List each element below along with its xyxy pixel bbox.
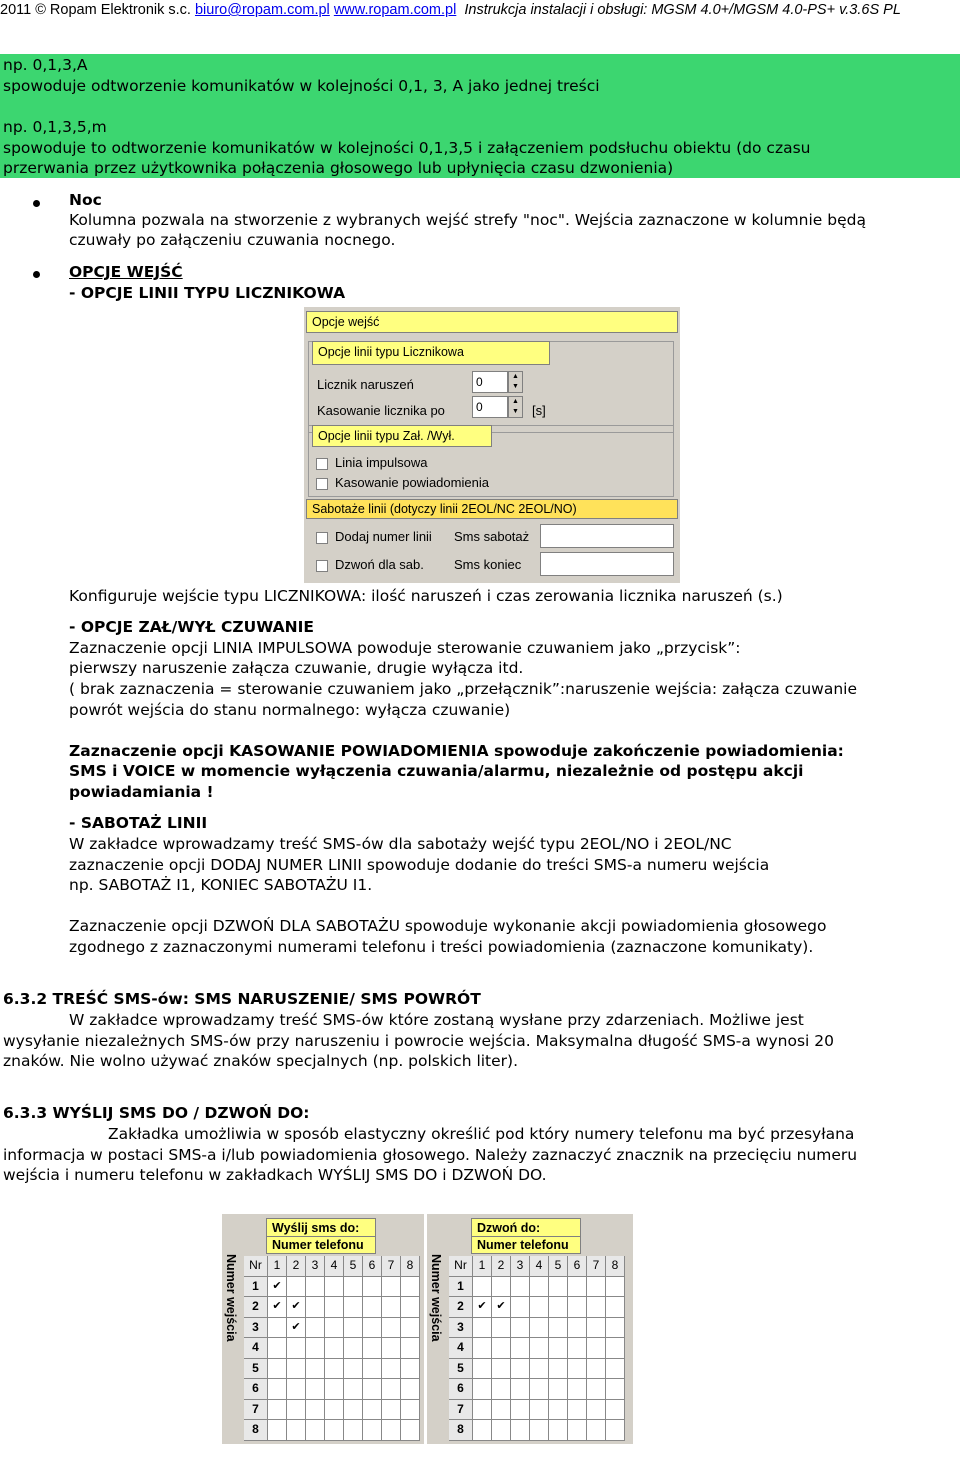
bullet-dot xyxy=(33,271,40,278)
example-1-desc: spowoduje odtworzenie komunikatów w kolejności 0,1, 3, A jako jednej treści xyxy=(3,77,600,95)
grid-checkbox[interactable] xyxy=(401,1277,420,1298)
noc-line-2: czuwały po załączeniu czuwania nocnego. xyxy=(69,231,396,249)
grid-checkbox[interactable] xyxy=(363,1379,382,1400)
dodaj-checkbox[interactable] xyxy=(316,532,328,544)
grid-checkbox[interactable] xyxy=(382,1379,401,1400)
grid-checkbox[interactable] xyxy=(306,1379,325,1400)
grid-col-header: 7 xyxy=(382,1256,401,1277)
sabotaz-line-3: np. SABOTAŻ I1, KONIEC SABOTAŻU I1. xyxy=(69,876,373,894)
grid-col-header: 7 xyxy=(587,1256,606,1277)
grid-checkbox[interactable] xyxy=(306,1318,325,1339)
grid-checkbox[interactable] xyxy=(287,1379,306,1400)
dodaj-label: Dodaj numer linii xyxy=(335,529,432,544)
kasowanie-unit: [s] xyxy=(532,403,546,418)
grid-checkbox[interactable] xyxy=(268,1400,287,1421)
grid-checkbox[interactable] xyxy=(344,1400,363,1421)
copyright: 2011 © Ropam Elektronik s.c. xyxy=(0,2,191,18)
call-grid-vertical-label: Numer wejścia xyxy=(429,1254,443,1342)
grid-checkbox[interactable] xyxy=(492,1359,511,1380)
grid-checkbox[interactable] xyxy=(568,1297,587,1318)
konfig-text: Konfiguruje wejście typu LICZNIKOWA: ilość naruszeń i czas zerowania licznika naruszeń (s.) xyxy=(69,587,783,605)
grid-col-header: 8 xyxy=(401,1256,420,1277)
grid-checkbox[interactable] xyxy=(511,1400,530,1421)
grid-row-header: 2 xyxy=(244,1297,268,1318)
impulsowa-label: Linia impulsowa xyxy=(335,455,428,470)
grid-checkbox[interactable] xyxy=(587,1379,606,1400)
grid-checkbox[interactable] xyxy=(287,1338,306,1359)
grid-checkbox[interactable] xyxy=(344,1297,363,1318)
grid-checkbox[interactable] xyxy=(382,1359,401,1380)
grid-checkbox[interactable] xyxy=(268,1379,287,1400)
dzwon-checkbox[interactable] xyxy=(316,560,328,572)
section-633-title: 6.3.3 WYŚLIJ SMS DO / DZWOŃ DO: xyxy=(3,1104,310,1122)
grid-checkbox[interactable] xyxy=(511,1297,530,1318)
section-633-line-2: informacja w postaci SMS-a i/lub powiadomienia głosowego. Należy zaznaczyć znacznik na przecięciu numeru xyxy=(3,1146,858,1164)
grid-checkbox[interactable] xyxy=(306,1359,325,1380)
grid-checkbox[interactable] xyxy=(325,1379,344,1400)
grid-checkbox[interactable] xyxy=(549,1359,568,1380)
kasowanie-input[interactable]: 0 xyxy=(472,396,508,418)
grid-checkbox[interactable]: ✔ xyxy=(492,1297,511,1318)
example-2-desc-2: przerwania przez użytkownika połączenia głosowego lub upłynięcia czasu dzwonienia) xyxy=(3,159,674,177)
noc-line-1: Kolumna pozwala na stworzenie z wybranych wejść strefy "noc". Wejścia zaznaczone w kolumnie będą xyxy=(69,211,866,229)
grid-checkbox[interactable] xyxy=(473,1400,492,1421)
section-632-line-1: W zakładce wprowadzamy treść SMS-ów które zostaną wysłane przy zdarzeniach. Możliwe jest xyxy=(69,1011,804,1029)
grid-checkbox[interactable] xyxy=(325,1338,344,1359)
grid-checkbox[interactable] xyxy=(587,1359,606,1380)
grid-col-header: 2 xyxy=(287,1256,306,1277)
grid-checkbox[interactable] xyxy=(325,1420,344,1441)
grid-checkbox[interactable] xyxy=(382,1297,401,1318)
group-sabotaz: Sabotaże linii (dotyczy linii 2EOL/NC 2EOL/NO) xyxy=(306,499,678,519)
grid-checkbox[interactable] xyxy=(382,1277,401,1298)
grid-checkbox[interactable] xyxy=(363,1318,382,1339)
grid-checkbox[interactable]: ✔ xyxy=(268,1277,287,1298)
grid-row-header: 3 xyxy=(244,1318,268,1339)
grid-checkbox[interactable] xyxy=(287,1277,306,1298)
grid-checkbox[interactable] xyxy=(587,1297,606,1318)
kasowanie-label: Kasowanie licznika po xyxy=(317,403,445,418)
grid-checkbox[interactable] xyxy=(530,1297,549,1318)
kasowanie-line-2: SMS i VOICE w momencie wyłączenia czuwania/alarmu, niezależnie od postępu akcji xyxy=(69,762,804,780)
grid-checkbox[interactable] xyxy=(401,1338,420,1359)
grid-checkbox[interactable] xyxy=(401,1297,420,1318)
group-zalwyl: Opcje linii typu Zał. /Wył. xyxy=(312,425,492,447)
sms-grid-title: Wyślij sms do: xyxy=(266,1218,376,1238)
grid-checkbox[interactable] xyxy=(344,1379,363,1400)
section-633-line-3: wejścia i numeru telefonu w zakładkach WYŚLIJ SMS DO i DZWOŃ DO. xyxy=(3,1166,547,1184)
grid-col-header: 1 xyxy=(473,1256,492,1277)
grid-checkbox[interactable] xyxy=(606,1297,625,1318)
grid-col-header: 5 xyxy=(344,1256,363,1277)
grid-checkbox[interactable] xyxy=(401,1379,420,1400)
grid-checkbox[interactable] xyxy=(606,1379,625,1400)
grid-col-header: 8 xyxy=(606,1256,625,1277)
grid-header-nr: Nr xyxy=(244,1256,268,1277)
grid-checkbox[interactable]: ✔ xyxy=(473,1297,492,1318)
grid-col-header: 1 xyxy=(268,1256,287,1277)
zalwyl-line-2: pierwszy naruszenie załącza czuwanie, drugie wyłącza itd. xyxy=(69,659,524,677)
grid-col-header: 2 xyxy=(492,1256,511,1277)
grid-checkbox[interactable] xyxy=(473,1318,492,1339)
grid-checkbox[interactable] xyxy=(549,1318,568,1339)
grid-checkbox[interactable] xyxy=(344,1318,363,1339)
licznik-stepper[interactable]: ▲ ▼ xyxy=(508,371,523,393)
grid-checkbox[interactable] xyxy=(363,1297,382,1318)
grid-checkbox[interactable] xyxy=(606,1359,625,1380)
grid-checkbox[interactable] xyxy=(325,1359,344,1380)
call-grid-panel xyxy=(427,1214,633,1444)
grid-checkbox[interactable] xyxy=(530,1420,549,1441)
grid-col-header: 5 xyxy=(549,1256,568,1277)
sms-sabotaz-input[interactable] xyxy=(540,524,674,548)
grid-checkbox[interactable] xyxy=(473,1359,492,1380)
zalwyl-line-1: Zaznaczenie opcji LINIA IMPULSOWA powoduje sterowanie czuwaniem jako „przycisk”: xyxy=(69,639,741,657)
grid-checkbox[interactable] xyxy=(549,1277,568,1298)
grid-checkbox[interactable] xyxy=(587,1420,606,1441)
grid-checkbox[interactable] xyxy=(568,1277,587,1298)
grid-row-header: 8 xyxy=(449,1420,473,1441)
grid-checkbox[interactable] xyxy=(606,1420,625,1441)
grid-checkbox[interactable] xyxy=(511,1420,530,1441)
grid-checkbox[interactable] xyxy=(363,1420,382,1441)
grid-checkbox[interactable] xyxy=(325,1297,344,1318)
sms-koniec-label: Sms koniec xyxy=(454,557,522,572)
grid-checkbox[interactable] xyxy=(492,1277,511,1298)
website-link[interactable]: www.ropam.com.pl xyxy=(333,2,457,18)
kasowanie-stepper[interactable]: ▲ ▼ xyxy=(508,396,523,418)
grid-checkbox[interactable] xyxy=(306,1400,325,1421)
grid-checkbox[interactable] xyxy=(325,1318,344,1339)
grid-checkbox[interactable] xyxy=(287,1359,306,1380)
grid-checkbox[interactable] xyxy=(401,1318,420,1339)
grid-checkbox[interactable]: ✔ xyxy=(287,1318,306,1339)
grid-col-header: 4 xyxy=(325,1256,344,1277)
grid-row-header: 5 xyxy=(449,1359,473,1380)
grid-checkbox[interactable] xyxy=(287,1420,306,1441)
grid-row-header: 4 xyxy=(244,1338,268,1359)
grid-checkbox[interactable] xyxy=(492,1420,511,1441)
grid-checkbox[interactable] xyxy=(382,1400,401,1421)
grid-row-header: 6 xyxy=(449,1379,473,1400)
grid-checkbox[interactable] xyxy=(306,1338,325,1359)
example-2-code: np. 0,1,3,5,m xyxy=(3,118,107,136)
grid-checkbox[interactable] xyxy=(511,1338,530,1359)
grid-col-header: 4 xyxy=(530,1256,549,1277)
zalwyl-line-3: ( brak zaznaczenia = sterowanie czuwaniem jako „przełącznik”:naruszenie wejścia: załącza czuwanie xyxy=(69,680,858,698)
grid-checkbox[interactable] xyxy=(530,1359,549,1380)
grid-checkbox[interactable] xyxy=(568,1379,587,1400)
grid-checkbox[interactable] xyxy=(344,1359,363,1380)
grid-header-nr: Nr xyxy=(449,1256,473,1277)
grid-checkbox[interactable] xyxy=(549,1297,568,1318)
grid-checkbox[interactable] xyxy=(606,1338,625,1359)
grid-checkbox[interactable] xyxy=(325,1277,344,1298)
grid-checkbox[interactable]: ✔ xyxy=(268,1297,287,1318)
grid-checkbox[interactable] xyxy=(587,1400,606,1421)
grid-row-header: 6 xyxy=(244,1379,268,1400)
licznik-label: Licznik naruszeń xyxy=(317,377,414,392)
grid-checkbox[interactable] xyxy=(306,1420,325,1441)
call-grid-subtitle: Numer telefonu xyxy=(471,1236,581,1254)
sms-koniec-input[interactable] xyxy=(540,552,674,576)
grid-row-header: 4 xyxy=(449,1338,473,1359)
grid-checkbox[interactable] xyxy=(344,1338,363,1359)
sms-grid-vertical-label: Numer wejścia xyxy=(224,1254,238,1342)
grid-checkbox[interactable] xyxy=(492,1379,511,1400)
grid-checkbox[interactable] xyxy=(549,1379,568,1400)
grid-checkbox[interactable] xyxy=(606,1318,625,1339)
grid-checkbox[interactable] xyxy=(401,1420,420,1441)
licznik-input[interactable]: 0 xyxy=(472,371,508,393)
page-header xyxy=(0,0,960,21)
grid-checkbox[interactable] xyxy=(530,1379,549,1400)
grid-checkbox[interactable] xyxy=(511,1379,530,1400)
grid-checkbox[interactable] xyxy=(344,1277,363,1298)
grid-checkbox[interactable] xyxy=(382,1338,401,1359)
grid-row-header: 1 xyxy=(449,1277,473,1298)
grid-checkbox[interactable] xyxy=(306,1277,325,1298)
grid-checkbox[interactable] xyxy=(363,1277,382,1298)
grid-checkbox[interactable] xyxy=(268,1338,287,1359)
grid-row-header: 2 xyxy=(449,1297,473,1318)
zalwyl-line-4: powrót wejścia do stanu normalnego: wyłącza czuwanie) xyxy=(69,701,511,719)
impulsowa-checkbox[interactable] xyxy=(316,458,328,470)
input-options-panel xyxy=(304,307,680,583)
grid-checkbox[interactable] xyxy=(363,1400,382,1421)
grid-checkbox[interactable] xyxy=(492,1400,511,1421)
grid-row-header: 3 xyxy=(449,1318,473,1339)
grid-row-header: 7 xyxy=(449,1400,473,1421)
section-633-line-1: Zakładka umożliwia w sposób elastyczny określić pod który numery telefonu ma być przesyłana xyxy=(108,1125,855,1143)
section-632-line-2: wysyłanie niezależnych SMS-ów przy naruszeniu i powrocie wejścia. Maksymalna długość SMS-a wynosi 20 xyxy=(3,1032,834,1050)
example-1-code: np. 0,1,3,A xyxy=(3,56,88,74)
sms-grid-subtitle: Numer telefonu xyxy=(266,1236,376,1254)
grid-checkbox[interactable] xyxy=(549,1420,568,1441)
example-2-desc-1: spowoduje to odtworzenie komunikatów w kolejności 0,1,3,5 i załączeniem podsłuchu obiektu (do czasu xyxy=(3,139,811,157)
doc-title: Instrukcja instalacji i obsługi: MGSM 4.0+/MGSM 4.0-PS+ v.3.6S PL xyxy=(464,2,901,18)
sms-grid-panel xyxy=(222,1214,424,1444)
kasowanie-pow-label: Kasowanie powiadomienia xyxy=(335,475,489,490)
dzwon-line-1: Zaznaczenie opcji DZWOŃ DLA SABOTAŻU spowoduje wykonanie akcji powiadomienia głosowego xyxy=(69,917,827,935)
grid-row-header: 7 xyxy=(244,1400,268,1421)
grid-checkbox[interactable] xyxy=(587,1318,606,1339)
grid-checkbox[interactable] xyxy=(268,1359,287,1380)
grid-checkbox[interactable] xyxy=(606,1400,625,1421)
grid-checkbox[interactable] xyxy=(401,1400,420,1421)
grid-checkbox[interactable] xyxy=(606,1277,625,1298)
dzwon-label: Dzwoń dla sab. xyxy=(335,557,424,572)
grid-checkbox[interactable]: ✔ xyxy=(287,1297,306,1318)
opcje-subtitle: - OPCJE LINII TYPU LICZNIKOWA xyxy=(69,284,346,302)
section-632-title: 6.3.2 TREŚĆ SMS-ów: SMS NARUSZENIE/ SMS POWRÓT xyxy=(3,990,481,1008)
grid-row-header: 1 xyxy=(244,1277,268,1298)
grid-checkbox[interactable] xyxy=(530,1400,549,1421)
kasowanie-pow-checkbox[interactable] xyxy=(316,478,328,490)
grid-checkbox[interactable] xyxy=(587,1277,606,1298)
grid-checkbox[interactable] xyxy=(287,1400,306,1421)
grid-col-header: 3 xyxy=(511,1256,530,1277)
bullet-dot xyxy=(33,200,40,207)
grid-col-header: 3 xyxy=(306,1256,325,1277)
grid-checkbox[interactable] xyxy=(530,1318,549,1339)
grid-checkbox[interactable] xyxy=(473,1338,492,1359)
section-632-line-3: znaków. Nie wolno używać znaków specjalnych (np. polskich liter). xyxy=(3,1052,519,1070)
opcje-title: OPCJE WEJŚĆ xyxy=(69,263,183,281)
noc-title: Noc xyxy=(69,191,102,209)
group-licznikowa: Opcje linii typu Licznikowa xyxy=(312,341,550,365)
grid-checkbox[interactable] xyxy=(473,1379,492,1400)
grid-col-header: 6 xyxy=(568,1256,587,1277)
dzwon-line-2: zgodnego z zaznaczonymi numerami telefonu i treści powiadomienia (zaznaczone komunikaty). xyxy=(69,938,814,956)
grid-checkbox[interactable] xyxy=(492,1318,511,1339)
grid-checkbox[interactable] xyxy=(363,1338,382,1359)
grid-checkbox[interactable] xyxy=(568,1318,587,1339)
grid-checkbox[interactable] xyxy=(587,1338,606,1359)
zalwyl-title: - OPCJE ZAŁ/WYŁ CZUWANIE xyxy=(69,618,314,636)
grid-checkbox[interactable] xyxy=(568,1338,587,1359)
sms-sabotaz-label: Sms sabotaż xyxy=(454,529,530,544)
grid-checkbox[interactable] xyxy=(549,1400,568,1421)
kasowanie-line-1: Zaznaczenie opcji KASOWANIE POWIADOMIENIA spowoduje zakończenie powiadomienia: xyxy=(69,742,844,760)
grid-checkbox[interactable] xyxy=(268,1318,287,1339)
grid-checkbox[interactable] xyxy=(344,1420,363,1441)
grid-checkbox[interactable] xyxy=(401,1359,420,1380)
grid-checkbox[interactable] xyxy=(268,1420,287,1441)
sabotaz-line-1: W zakładce wprowadzamy treść SMS-ów dla sabotaży wejść typu 2EOL/NO i 2EOL/NC xyxy=(69,835,732,853)
grid-checkbox[interactable] xyxy=(568,1359,587,1380)
grid-row-header: 8 xyxy=(244,1420,268,1441)
grid-checkbox[interactable] xyxy=(530,1338,549,1359)
grid-checkbox[interactable] xyxy=(568,1420,587,1441)
grid-checkbox[interactable] xyxy=(511,1277,530,1298)
grid-row-header: 5 xyxy=(244,1359,268,1380)
sabotaz-title: - SABOTAŻ LINII xyxy=(69,814,208,832)
grid-checkbox[interactable] xyxy=(363,1359,382,1380)
grid-checkbox[interactable] xyxy=(473,1420,492,1441)
grid-checkbox[interactable] xyxy=(530,1277,549,1298)
grid-checkbox[interactable] xyxy=(325,1400,344,1421)
grid-checkbox[interactable] xyxy=(306,1297,325,1318)
call-grid-title: Dzwoń do: xyxy=(471,1218,581,1238)
grid-col-header: 6 xyxy=(363,1256,382,1277)
sabotaz-line-2: zaznaczenie opcji DODAJ NUMER LINII spowoduje dodanie do treści SMS-a numeru wejścia xyxy=(69,856,770,874)
grid-checkbox[interactable] xyxy=(511,1318,530,1339)
grid-checkbox[interactable] xyxy=(511,1359,530,1380)
grid-checkbox[interactable] xyxy=(568,1400,587,1421)
email-link[interactable]: biuro@ropam.com.pl xyxy=(194,2,330,18)
grid-checkbox[interactable] xyxy=(382,1420,401,1441)
grid-checkbox[interactable] xyxy=(549,1338,568,1359)
kasowanie-line-3: powiadamiania ! xyxy=(69,783,214,801)
panel-title: Opcje wejść xyxy=(306,311,678,333)
grid-checkbox[interactable] xyxy=(492,1338,511,1359)
grid-checkbox[interactable] xyxy=(382,1318,401,1339)
grid-checkbox[interactable] xyxy=(473,1277,492,1298)
